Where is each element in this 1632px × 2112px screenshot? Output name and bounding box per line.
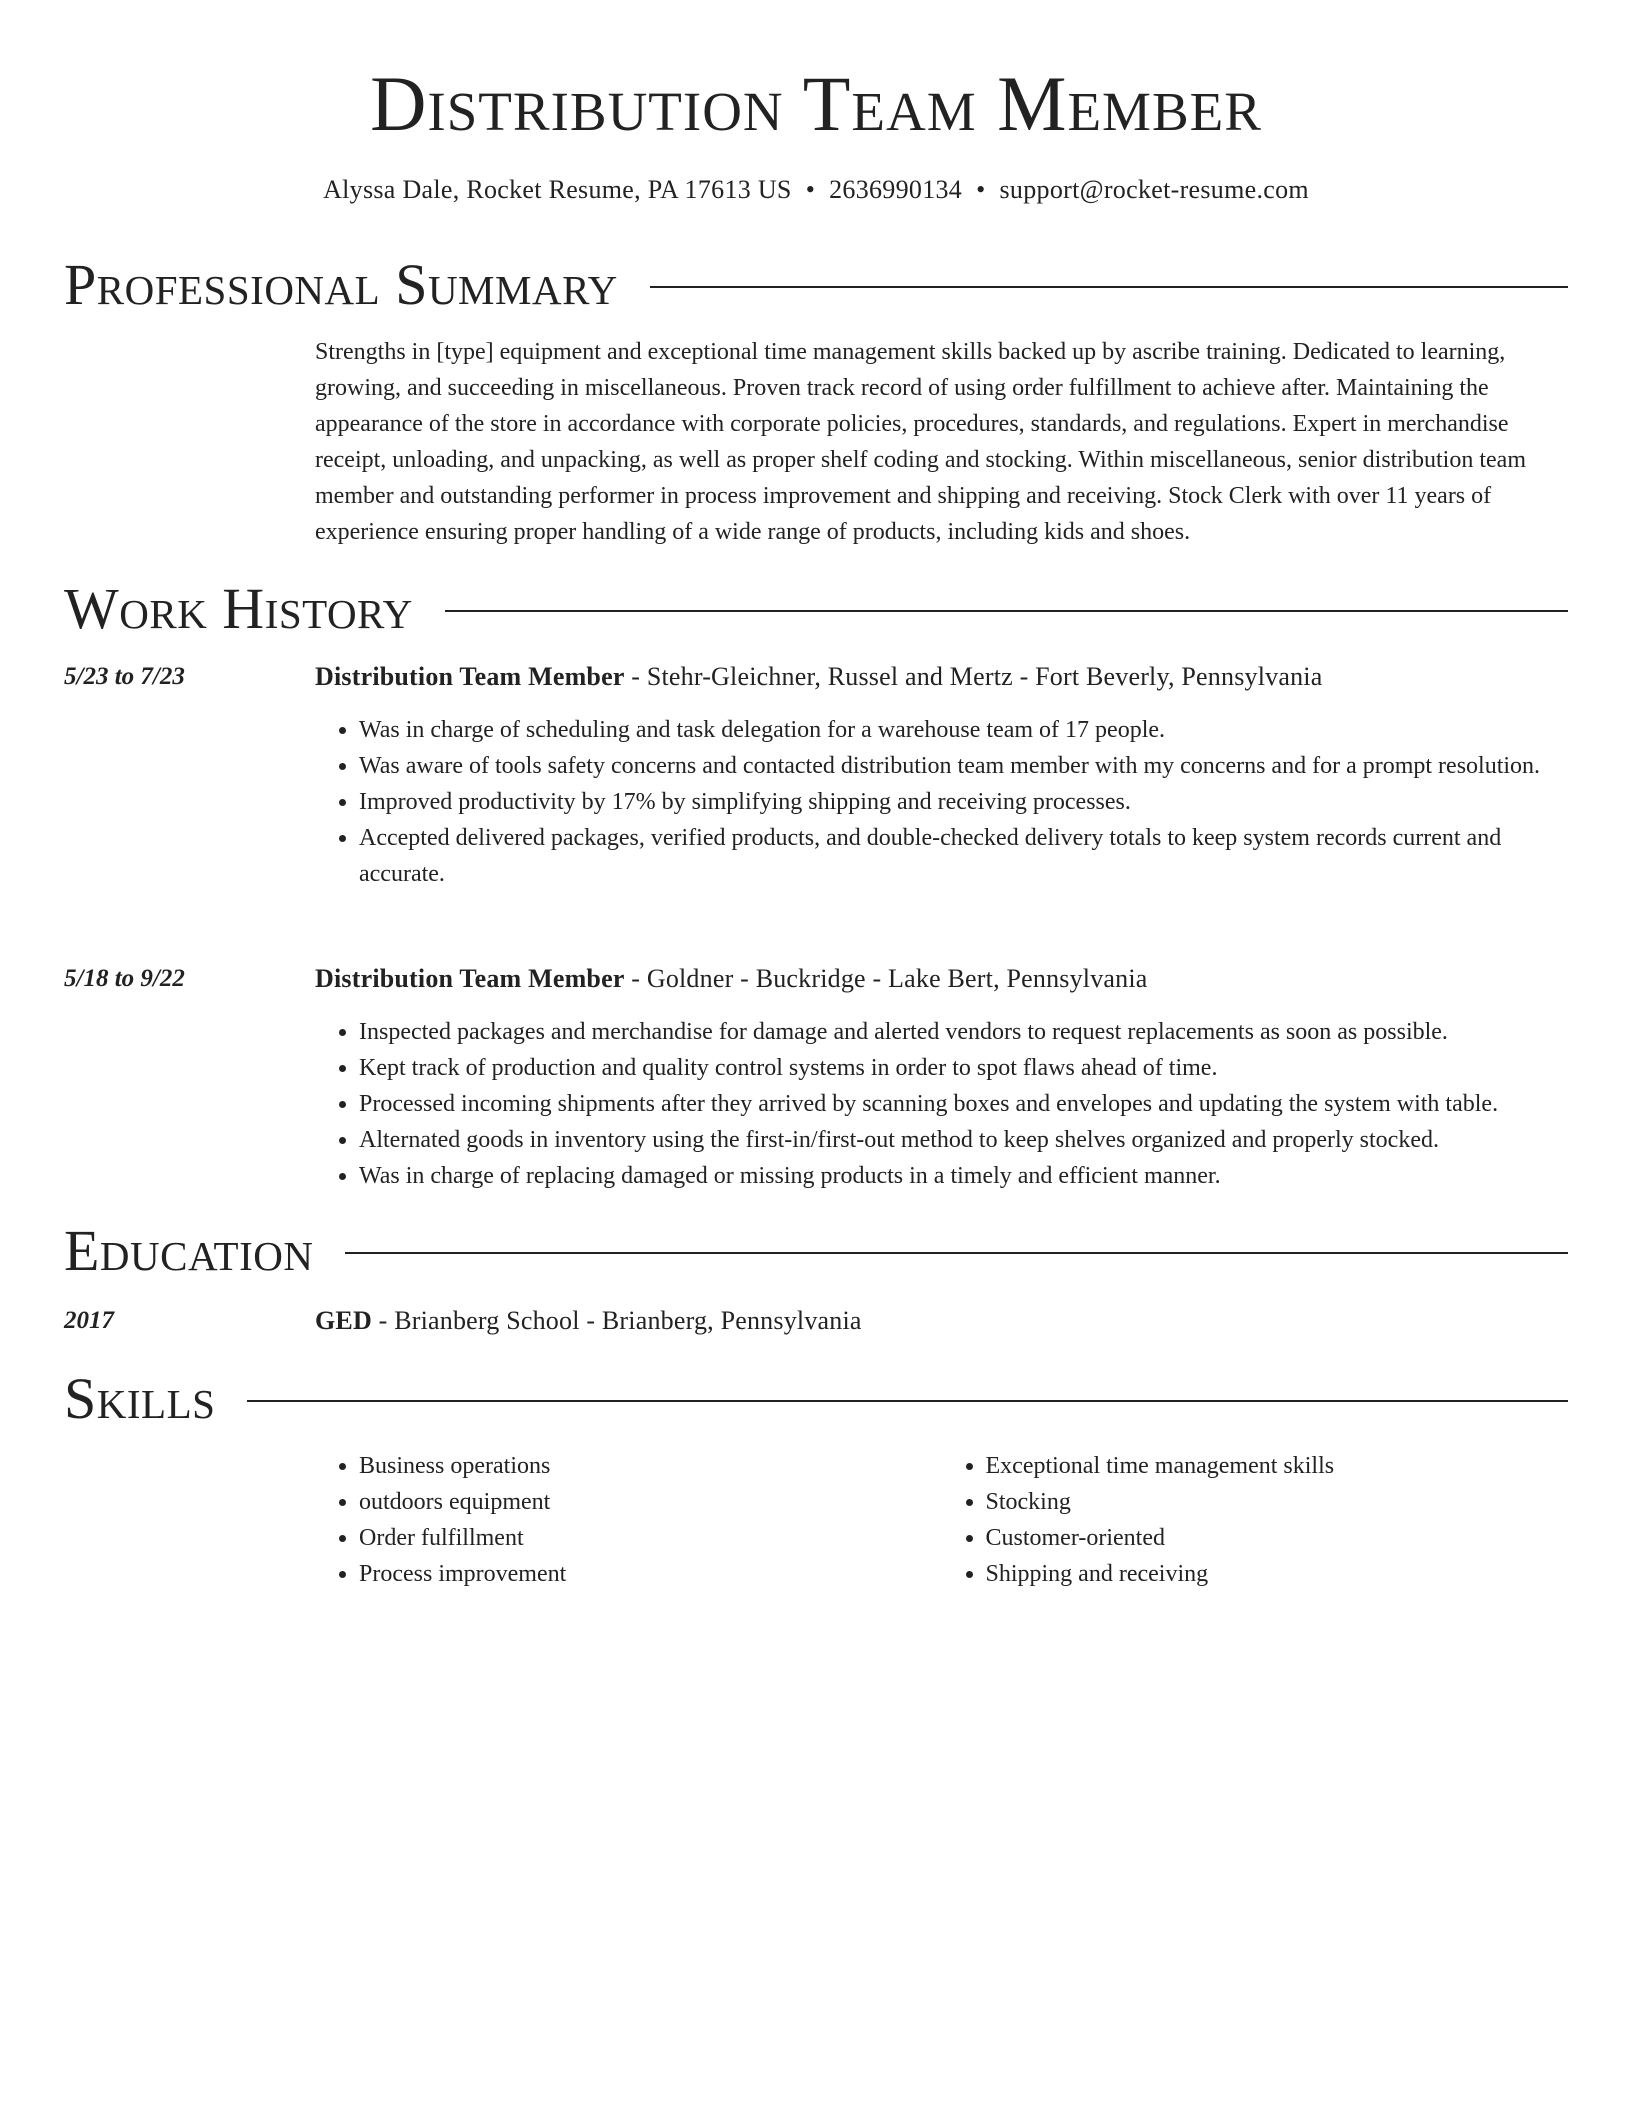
education-heading — [315, 1304, 1568, 1338]
skills-grid — [315, 1448, 1568, 1592]
list-item: • Was in charge of scheduling and task delegation for a warehouse team of 17 people. — [359, 712, 1568, 748]
section-title: Skills — [64, 1366, 216, 1431]
skill-item: • Process improvement — [359, 1556, 942, 1592]
bullet-separator: • — [805, 175, 816, 204]
skill-item: • Shipping and receiving — [986, 1556, 1569, 1592]
section-divider — [445, 610, 1568, 612]
job-heading — [315, 660, 1568, 694]
job-heading — [315, 962, 1568, 996]
list-item: • Improved productivity by 17% by simplifying shipping and receiving processes. — [359, 784, 1568, 820]
skills-column-1 — [315, 1448, 942, 1592]
education-year: 2017 — [64, 1307, 114, 1334]
contact-address: Alyssa Dale, Rocket Resume, PA 17613 US — [323, 175, 792, 204]
bullet-separator: • — [976, 175, 986, 204]
section-title: Professional Summary — [64, 252, 618, 317]
work-history-section-heading — [64, 576, 1568, 642]
page-title: Distribution Team Member — [370, 60, 1262, 147]
section-title: Education — [64, 1218, 314, 1283]
job-entry — [315, 962, 1568, 1194]
list-item: • Was in charge of replacing damaged or missing products in a timely and efficient manner. — [359, 1158, 1568, 1194]
education-entry — [315, 1304, 1568, 1338]
list-item: • Was aware of tools safety concerns and contacted distribution team member with my concerns and for a prompt resolution. — [359, 748, 1568, 784]
summary-text: Strengths in [type] equipment and exceptional time management skills backed up by ascribe training. Dedicated to learning, growing, and succeeding in miscellaneous. Proven track record of using order fulfillment to achieve after. Maintaining the appearance of the store in accordance with corporate policies, procedures, standards, and regulations. Expert in merchandise receipt, unloading, and unpacking, as well as proper shelf coding and stocking. Within miscellaneous, senior distribution team member and outstanding performer in process improvement and shipping and receiving. Stock Clerk with over 11 years of experience ensuring proper handling of a wide range of products, including kids and shoes. — [315, 339, 1526, 545]
section-title: Work History — [64, 576, 413, 641]
skills-column-2 — [942, 1448, 1569, 1592]
job-title: Distribution Team Member — [315, 964, 625, 993]
skill-item: • Stocking — [986, 1484, 1569, 1520]
skill-item: • Customer-oriented — [986, 1520, 1569, 1556]
list-item: • Accepted delivered packages, verified products, and double-checked delivery totals to keep system records current and accurate. — [359, 820, 1568, 892]
skill-item: • Exceptional time management skills — [986, 1448, 1569, 1484]
job-bullet-list — [315, 1014, 1568, 1194]
skill-item: • outdoors equipment — [359, 1484, 942, 1520]
skill-item: • Order fulfillment — [359, 1520, 942, 1556]
contact-phone: 2636990134 — [829, 175, 963, 204]
job-bullet-list — [315, 712, 1568, 892]
job-employer: - Goldner - Buckridge - Lake Bert, Pennsylvania — [624, 964, 1148, 993]
list-item: • Kept track of production and quality control systems in order to spot flaws ahead of time. — [359, 1050, 1568, 1086]
education-degree: GED — [315, 1306, 372, 1335]
education-section-heading — [64, 1218, 1568, 1284]
list-item: • Inspected packages and merchandise for damage and alerted vendors to request replacements as soon as possible. — [359, 1014, 1568, 1050]
list-item: • Processed incoming shipments after they arrived by scanning boxes and envelopes and updating the system with table. — [359, 1086, 1568, 1122]
job-employer: - Stehr-Gleichner, Russel and Mertz - Fort Beverly, Pennsylvania — [624, 662, 1323, 691]
list-item: • Alternated goods in inventory using the first-in/first-out method to keep shelves organized and properly stocked. — [359, 1122, 1568, 1158]
section-divider — [247, 1400, 1568, 1402]
job-dates: 5/23 to 7/23 — [64, 663, 185, 690]
section-divider — [650, 286, 1568, 288]
education-school: - Brianberg School - Brianberg, Pennsylvania — [371, 1306, 862, 1335]
job-title: Distribution Team Member — [315, 662, 625, 691]
summary-body — [315, 334, 1568, 550]
contact-email: support@rocket-resume.com — [999, 175, 1309, 204]
skills-section-heading — [64, 1366, 1568, 1432]
section-divider — [345, 1252, 1568, 1254]
job-dates: 5/18 to 9/22 — [64, 965, 185, 992]
contact-line — [64, 172, 1568, 208]
job-entry — [315, 660, 1568, 892]
summary-section-heading — [64, 252, 1568, 318]
skill-item: • Business operations — [359, 1448, 942, 1484]
